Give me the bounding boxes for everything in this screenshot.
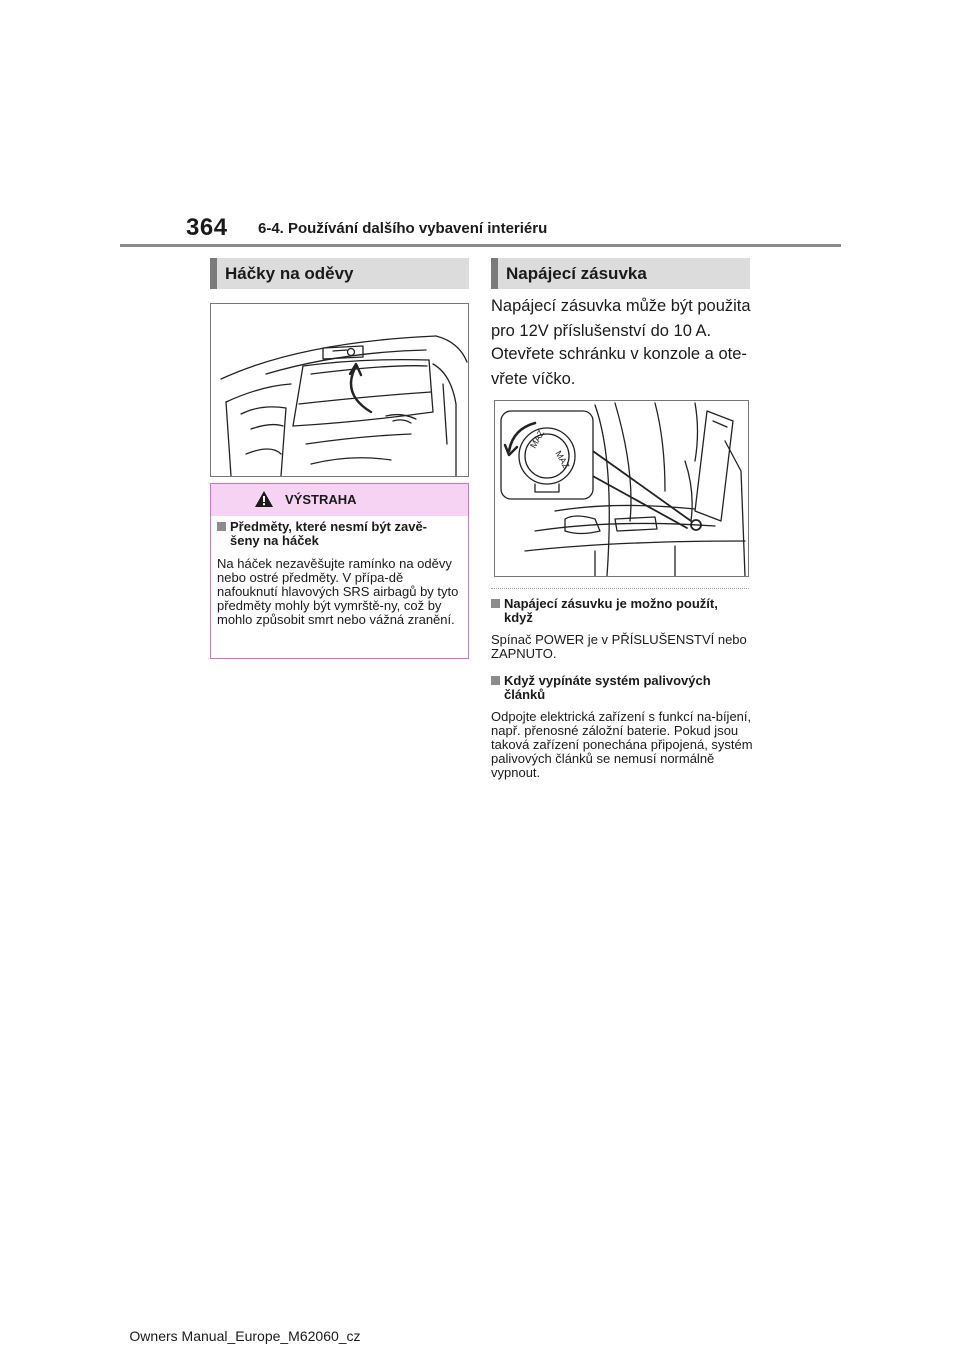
footer-text: Owners Manual_Europe_M62060_cz [129,1328,361,1344]
left-section-heading: Háčky na oděvy [210,258,469,289]
square-bullet-icon [491,599,500,608]
square-bullet-icon [217,522,226,531]
warning-header [211,484,468,516]
note-heading-when-usable: Napájecí zásuvku je možno použít, když [491,597,751,625]
header-divider [120,244,841,247]
svg-text:MAZ: MAZ [528,428,547,450]
warning-subheading: Předměty, které nesmí být zavě- šeny na háček [217,520,457,548]
separator [491,588,749,589]
page-number: 364 [186,214,228,241]
section-title: 6-4. Používání dalšího vybavení interiéru [258,220,548,237]
svg-text:MAZ: MAZ [553,449,572,471]
note-heading-fuel-cell: Když vypínáte systém palivových článků [491,674,751,702]
warning-triangle-icon [254,490,274,508]
note-body-fuel-cell: Odpojte elektrická zařízení s funkcí na-bíjení, např. přenosné záložní baterie. Pokud jsou taková zařízení ponechána připojená, systém palivových článků se nemusí normálně vypnout. [491,709,753,780]
right-section-heading: Napájecí zásuvka [491,258,750,289]
instruction-paragraph: Otevřete schránku v konzole a ote-vřete víčko. [491,345,747,388]
clothes-hook-illustration [210,303,469,477]
intro-paragraph: Napájecí zásuvka může být použita pro 12V příslušenství do 10 A. [491,297,751,340]
warning-box [210,483,469,659]
warning-label: VÝSTRAHA [285,492,357,507]
power-outlet-illustration [494,400,749,577]
warning-body: Na háček nezavěšujte ramínko na oděvy nebo ostré předměty. V přípa-dě nafouknutí hlavových SRS airbagů by tyto předměty mohly být vymrště-ny, což by mohlo způsobit smrt nebo vážná zranění. [217,556,459,627]
note-body-when-usable: Spínač POWER je v PŘÍSLUŠENSTVÍ nebo ZAPNUTO. [491,632,747,661]
square-bullet-icon [491,676,500,685]
